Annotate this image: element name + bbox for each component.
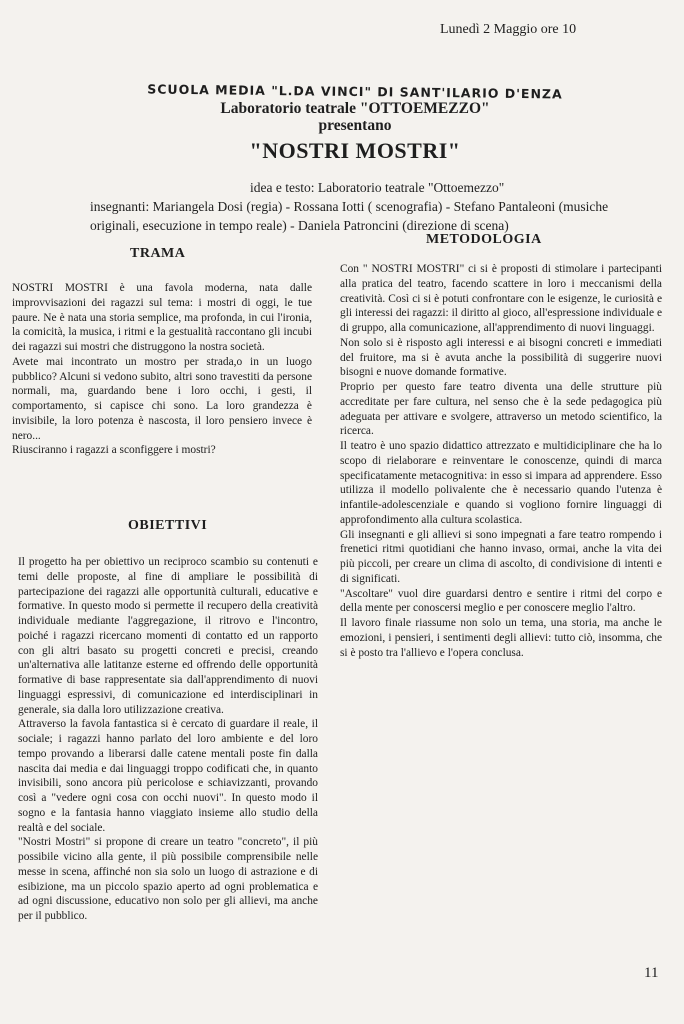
date-time: Lunedì 2 Maggio ore 10 (440, 22, 577, 37)
credits-originali: originali, esecuzione in tempo reale) - Daniela Patroncini (direzione di scena) (90, 218, 509, 233)
trama-paragraph: Avete mai incontrato un mostro per strada,o in un luogo pubblico? Alcuni si vedono subito, altri sono travestiti da persone normali, ma, guardando bene i loro occhi, i gesti, il comportamento, si capisce chi sono. La loro grandezza è invisibile, la loro potenza è nascosta, il loro pensiero invece è nero... (12, 355, 312, 442)
credits-insegnanti: insegnanti: Mariangela Dosi (regia) - Rossana Iotti ( scenografia) - Stefano Pantaleoni (musiche (90, 199, 609, 214)
metodologia-paragraph: Il teatro è uno spazio didattico attrezzato e multidiciplinare che ha lo scopo di rielaborare e reinventare le conoscenze, quindi di marca specificatamente metacognitiva: in esso si impara ad apprendere. Esso utilizza il modello polivalente che è necessario quando l'utenza è infantile-adolescenziale e quando si vogliono fornire linguaggi di approfondimento alla cultura scolastica. (340, 440, 662, 526)
trama-paragraph: NOSTRI MOSTRI è una favola moderna, nata dalle improvvisazioni dei ragazzi sul tema: i mostri di oggi, le tue paure. Ne è nata una storia semplice, ma profonda, in cui l'ironia, la comicità, la musica, i ritmi e la gestualità raccontano gli incubi dei ragazzi sui mostri che distruggono la nostra società. (12, 282, 312, 353)
metodologia-paragraph: Gli insegnanti e gli allievi si sono impegnati a fare teatro rompendo i frenetici ritmi quotidiani che hanno invaso, ormai, anche la vita dei più piccoli, per creare un clima di ascolto, di condivisione di intenti e di significati. (340, 528, 662, 585)
metodologia-paragraph: Proprio per questo fare teatro diventa una delle strutture più accreditate per fare cultura, nel senso che è la sede pedagogica più adeguata per attivare e svolgere, attraverso un metodo scientifico, la ricerca. (340, 381, 662, 438)
presentano-label: presentano (318, 117, 392, 134)
school-name: SCUOLA MEDIA "L.DA VINCI" DI SANT'ILARIO D'ENZA (147, 81, 563, 102)
metodologia-paragraph: Non solo si è risposto agli interessi e ai bisogni concreti e immediati del fruitore, ma si è avuta anche la possibilità di suggerire nuovi bisogni e nuove domande formative. (340, 336, 662, 379)
metodologia-paragraph: Con " NOSTRI MOSTRI" ci si è proposti di stimolare i partecipanti alla pratica del teatro, facendo scattere in loro i meccanismi della creatività. Così ci si è potuti confrontare con le esigenze, le curiosità e gli interessi dei ragazzi: il diritto al gioco, all'espressione individuale e di gruppo, alla comunicazione, all'apprendimento di nuovi linguaggi. (340, 263, 662, 334)
trama-paragraph: Riusciranno i ragazzi a sconfiggere i mostri? (12, 444, 216, 457)
show-title: "NOSTRI MOSTRI" (249, 138, 461, 163)
credits-block (90, 178, 650, 235)
trama-text (12, 281, 312, 458)
metodologia-text (340, 262, 662, 660)
obiettivi-paragraph: Attraverso la favola fantastica si è cercato di guardare il reale, il sociale; i ragazzi hanno parlato del loro ambiente e del loro tempo provando a liberarsi dalle catene mentali poste fin dalla nascita dai media e dai linguaggi troppo codificati che, in quanto invisibili, sono ancora più pericolose e schiavizzanti, provando così a "vedere ogni cosa con occhi nuovi". In questo modo il sogno e la fantasia hanno viaggiato insieme allo studio della realtà e del sociale. (18, 718, 318, 834)
trama-heading: TRAMA (130, 246, 186, 261)
obiettivi-paragraph: Il progetto ha per obiettivo un reciproco scambio su contenuti e temi delle proposte, al fine di ampliare le possibilità di partecipazione dei ragazzi alle opportunità culturali, educative e formative. In questo modo si permette il recupero della creatività individuale mediante l'aggregazione, il ritrovo e l'incontro, poiché i ragazzi ricercano momenti di contatto ed un rapporto con gli altri basato su progetti concreti e precisi, creando un'alternativa alle latitanze esterne ed offrendo delle opportunità formative di base rappresentate sia dall'apprendimento di nuovi linguaggi espressivi, di comunicazione ed interdisciplinari in generale, sia dalla loro utilizzazione creativa. (18, 556, 318, 716)
page-number: 11 (644, 965, 659, 981)
metodologia-heading: METODOLOGIA (426, 232, 542, 247)
obiettivi-paragraph: "Nostri Mostri" si propone di creare un teatro "concreto", il più possibile vicino alla gente, il più possibile comprensibile nelle messe in scena, affinché non sia solo un luogo di astrazione e di esibizione, ma un piccolo spazio aperto ad ogni problematica e ad ogni discussione, educativo non solo per gli allievi, ma anche per il pubblico. (18, 836, 318, 922)
obiettivi-text (18, 555, 318, 924)
metodologia-paragraph: "Ascoltare" vuol dire guardarsi dentro e sentire i ritmi del corpo e della mente per conoscersi meglio e per conoscere meglio l'altro. (340, 587, 662, 615)
lab-name: Laboratorio teatrale "OTTOEMEZZO" (220, 100, 490, 117)
document-header (60, 82, 650, 164)
credits-idea: idea e testo: Laboratorio teatrale "Ottoemezzo" (250, 180, 505, 195)
obiettivi-heading: OBIETTIVI (128, 518, 208, 533)
metodologia-paragraph: Il lavoro finale riassume non solo un tema, una storia, ma anche le emozioni, i pensieri, i sentimenti degli allievi: tutto ciò, insomma, che si è posto tra l'allievo e l'opera conclusa. (340, 617, 662, 659)
